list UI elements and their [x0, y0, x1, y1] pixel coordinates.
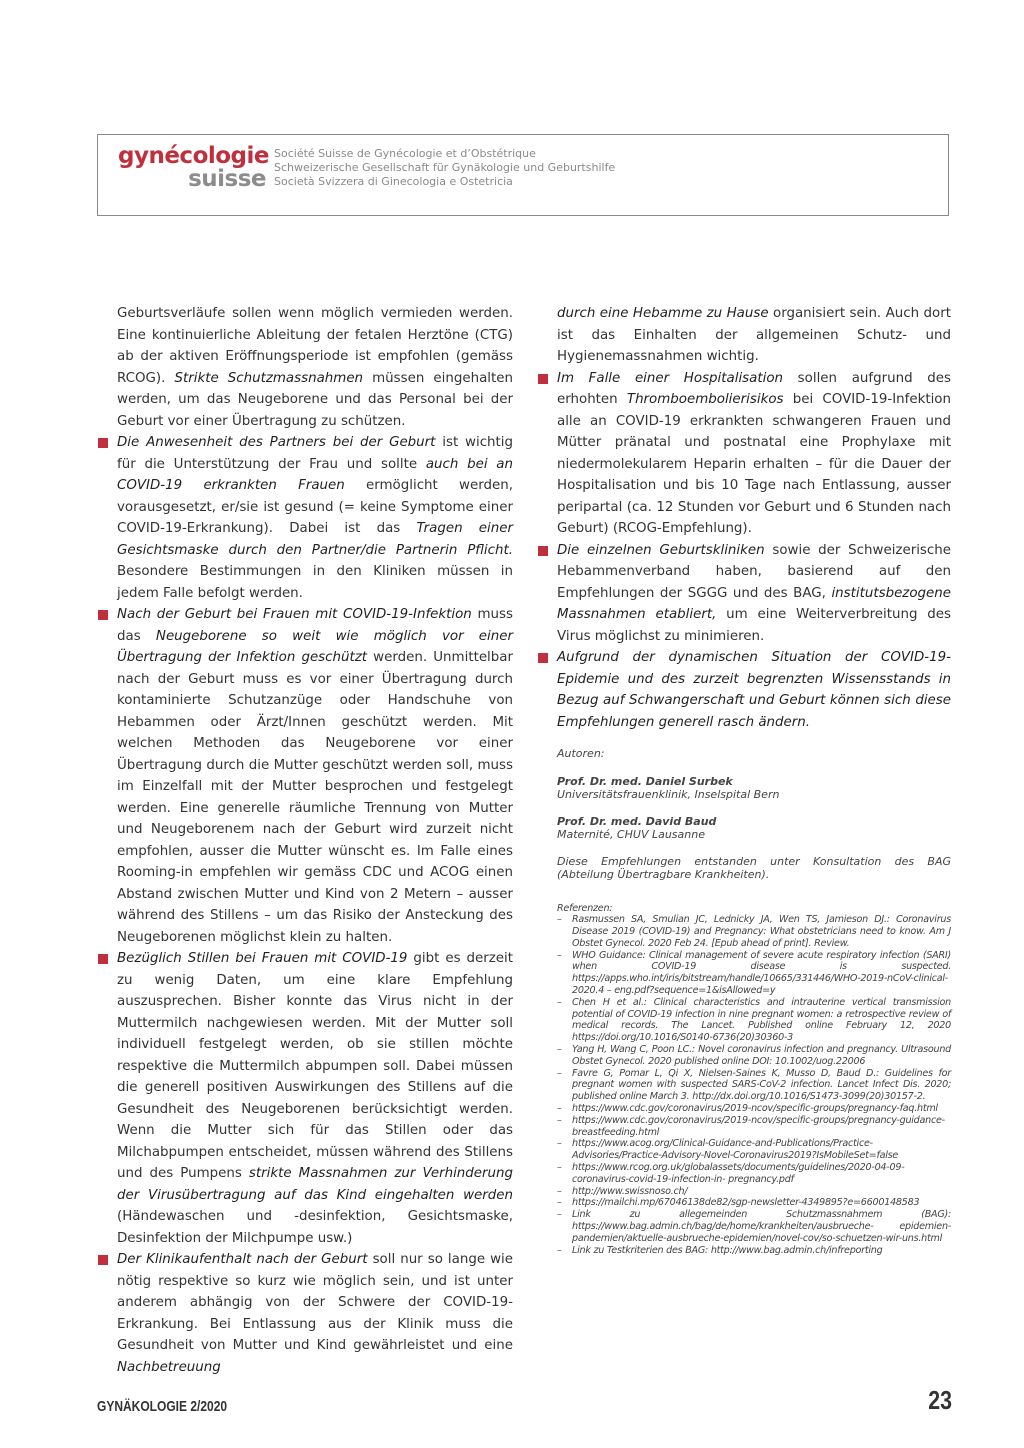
reference-item: – Chen H et al.: Clinical characteristics and intrauterine vertical transmission potential of COVID-19 infection in nine pregnant women: a retrospective review of medical records. The Lancet. Published online February 12, 2020 https://doi.org/10.1016/S0140-6736(20)30360-3 — [557, 997, 951, 1044]
bullet-breastfeeding: Bezüglich Stillen bei Frauen mit COVID-19 gibt es derzeit zu wenig Daten, um eine klare Empfehlung auszusprechen. Bisher konnte das Virus nicht in der Muttermilch nachgewiesen werden. Mit der Mutter soll individuell festgelegt werden, ob sie stillen möchte respektive die Muttermilch abpumpen soll. Dabei müssen die generell positiven Auswirkungen des Stillens auf die Gesundheit des Neugeborenen berücksichtigt werden. Wenn die Mutter sich für das Stillen oder das Milchabpumpen entscheidet, müssen während des Stillens und des Pumpens strikte Massnahmen zur Verhinderung der Virusübertragung auf das Kind eingehalten werden (Händewaschen und -desinfektion, Gesichtsmaske, Desinfektion der Milchpumpe usw.) — [117, 948, 513, 1249]
logo-wordmark-bottom: suisse — [188, 166, 266, 192]
reference-link[interactable]: – https://www.acog.org/Clinical-Guidance-and-Publications/Practice-Advisories/Practice-Advisory-Novel-Coronavirus2019?IsMobileSet=false — [557, 1138, 951, 1162]
reference-link[interactable]: – Link zu Testkriterien des BAG: http://www.bag.admin.ch/infreporting — [557, 1245, 951, 1257]
society-name-fr: Société Suisse de Gynécologie et d’Obstétrique — [274, 147, 536, 160]
reference-item: – Yang H, Wang C, Poon LC.: Novel coronavirus infection and pregnancy. Ultrasound Obstet Gynecol. 2020 published online DOI: 10.1002/uog.22006 — [557, 1044, 951, 1068]
society-name-it: Società Svizzera di Ginecologia e Ostetricia — [274, 175, 513, 188]
reference-link[interactable]: – https://mailchi.mp/67046138de82/sgp-newsletter-4349895?e=6600148583 — [557, 1197, 951, 1209]
bullet-hospitalisation: Im Falle einer Hospitalisation sollen aufgrund des erhohten Thromboembolierisikos bei COVID-19-Infektion alle an COVID-19 erkrankten schwangeren Frauen und Mütter pränatal und postnatal eine Prophylaxe mit niedermolekularem Heparin erhalten – für die Dauer der Hospitalisation und bis 10 Tage nach Entlassung, ausser peripartal (ca. 12 Stunden vor Geburt und 6 Stunden nach Geburt) (RCOG-Empfehlung). — [557, 368, 951, 540]
reference-item: – Favre G, Pomar L, Qi X, Nielsen-Saines K, Musso D, Baud D.: Guidelines for pregnant women with suspected SARS-CoV-2 infection. Lancet Infect Dis. 2020; published online March 3. http://dx.doi.org/10.1016/S1473-3099(20)30157-2. — [557, 1068, 951, 1103]
reference-link[interactable]: – Link zu allegemeinden Schutzmassnahmem (BAG): https://www.bag.admin.ch/bag/de/home/krankheiten/ausbrueche- epidemien-pandemien/aktuelle-ausbrueche-epidemien/novel-cov/so-schuetzen-wir-uns.html — [557, 1209, 951, 1244]
author-affiliation: Universitätsfrauenklinik, Inselspital Bern — [557, 788, 780, 801]
bullet-birth-clinics: Die einzelnen Geburtskliniken sowie der Schweizerische Hebammenverband haben, basierend auf den Empfehlungen der SGGG und des BAG, institutsbezogene Massnahmen etabliert, um eine Weiterverbreitung des Virus möglichst zu minimieren. — [557, 540, 951, 648]
society-name-de: Schweizerische Gesellschaft für Gynäkologie und Geburtshilfe — [274, 161, 616, 174]
references-label: Referenzen: — [557, 902, 613, 914]
journal-issue: GYNÄKOLOGIE 2/2020 — [97, 1398, 228, 1415]
author-name: Prof. Dr. med. Daniel Surbek — [557, 774, 733, 788]
logo-wordmark-top: gynécologie — [118, 143, 269, 169]
author-affiliation: Maternité, CHUV Lausanne — [557, 828, 705, 841]
consultation-note: Diese Empfehlungen entstanden unter Konsultation des BAG (Abteilung Übertragbare Krankheiten). — [557, 854, 951, 881]
society-logo — [118, 143, 269, 192]
society-header — [97, 134, 949, 216]
right-column — [557, 303, 951, 1256]
bullet-hospital-stay: Der Klinikaufenthalt nach der Geburt soll nur so lange wie nötig respektive so kurz wie möglich sein, und ist unter anderem abhängig von der Schwere der COVID-19-Erkrankung. Bei Entlassung aus der Klinik muss die Gesundheit von Mutter und Kind gewährleistet und eine Nachbetreuung — [117, 1249, 513, 1378]
bullet-newborn-protection: Nach der Geburt bei Frauen mit COVID-19-Infektion muss das Neugeborene so weit wie möglich vor einer Übertragung der Infektion geschützt werden. Unmittelbar nach der Geburt muss es vor einer Übertragung durch kontaminierte Schutzanzüge oder Handschuhe von Hebammen oder Ärzt/Innen geschützt werden. Mit welchen Methoden das Neugeborene vor einer Übertragung durch die Mutter geschützt werden soll, muss im Einzelfall mit der Mutter besprochen und festgelegt werden. Eine generelle räumliche Trennung von Mutter und Neugeborenem nach der Geburt wird zurzeit nicht empfohlen, ausser die Mutter wünscht es. Im Falle eines Rooming-in empfehlen wir gemäss CDC und ACOG einen Abstand zwischen Mutter und Kind von 2 Metern – ausser während des Stillens – um das Risiko der Ansteckung des Neugeborenen möglichst klein zu halten. — [117, 604, 513, 948]
left-column — [117, 303, 513, 1378]
author-name: Prof. Dr. med. David Baud — [557, 814, 717, 828]
paragraph-birth-protection: Geburtsverläufe sollen wenn möglich vermieden werden. Eine kontinuierliche Ableitung der fetalen Herztöne (CTG) ab der aktiven Eröffnungsperiode ist empfohlen (gemäss RCOG). Strikte Schutzmassnahmen müssen eingehalten werden, um das Neugeborene und das Personal bei der Geburt vor einer Übertragung zu schützen. — [117, 306, 513, 429]
reference-link[interactable]: – https://www.rcog.org.uk/globalassets/documents/guidelines/2020-04-09-coronavirus-covid-19-infection-in- pregnancy.pdf — [557, 1162, 951, 1186]
society-names — [274, 147, 615, 189]
paragraph-midwife-care: durch eine Hebamme zu Hause organisiert sein. Auch dort ist das Einhalten der allgemeinen Schutz- und Hygienemassnahmen wichtig. — [557, 306, 951, 364]
author-baud — [557, 815, 951, 842]
bullet-dynamic-situation: Aufgrund der dynamischen Situation der COVID-19-Epidemie und des zurzeit begrenzten Wissensstands in Bezug auf Schwangerschaft und Geburt können sich diese Empfehlungen generell rasch ändern. — [557, 647, 951, 733]
reference-link[interactable]: – http://www.swissnoso.ch/ — [557, 1186, 951, 1198]
reference-link[interactable]: – https://www.cdc.gov/coronavirus/2019-ncov/specific-groups/pregnancy-guidance-breastfeeding.html — [557, 1115, 951, 1139]
authors-label: Autoren: — [557, 747, 605, 760]
reference-item: – WHO Guidance: Clinical management of severe acute respiratory infection (SARI) when COVID-19 disease is suspected. https://apps.who.int/iris/bitstream/handle/10665/331446/WHO-2019-nCoV-clinical-2020.4 – eng.pdf?sequence=1&isAllowed=y — [557, 950, 951, 997]
author-surbek — [557, 775, 951, 802]
reference-link[interactable]: – https://www.cdc.gov/coronavirus/2019-ncov/specific-groups/pregnancy-faq.html — [557, 1103, 951, 1115]
references — [557, 903, 951, 1257]
page-number: 23 — [928, 1385, 952, 1415]
reference-item: – Rasmussen SA, Smulian JC, Lednicky JA, Wen TS, Jamieson DJ.: Coronavirus Disease 2019 (COVID-19) and Pregnancy: What obstetricians need to know. Am J Obstet Gynecol. 2020 Feb 24. [Epub ahead of print]. Review. — [557, 914, 951, 949]
bullet-partner-presence: Die Anwesenheit des Partners bei der Geburt ist wichtig für die Unterstützung der Frau und sollte auch bei an COVID-19 erkrankten Frauen ermöglicht werden, vorausgesetzt, er/sie ist gesund (= keine Symptome einer COVID-19-Erkrankung). Dabei ist das Tragen einer Gesichtsmaske durch den Partner/die Partnerin Pflicht. Besondere Bestimmungen in den Kliniken müssen in jedem Falle befolgt werden. — [117, 432, 513, 604]
